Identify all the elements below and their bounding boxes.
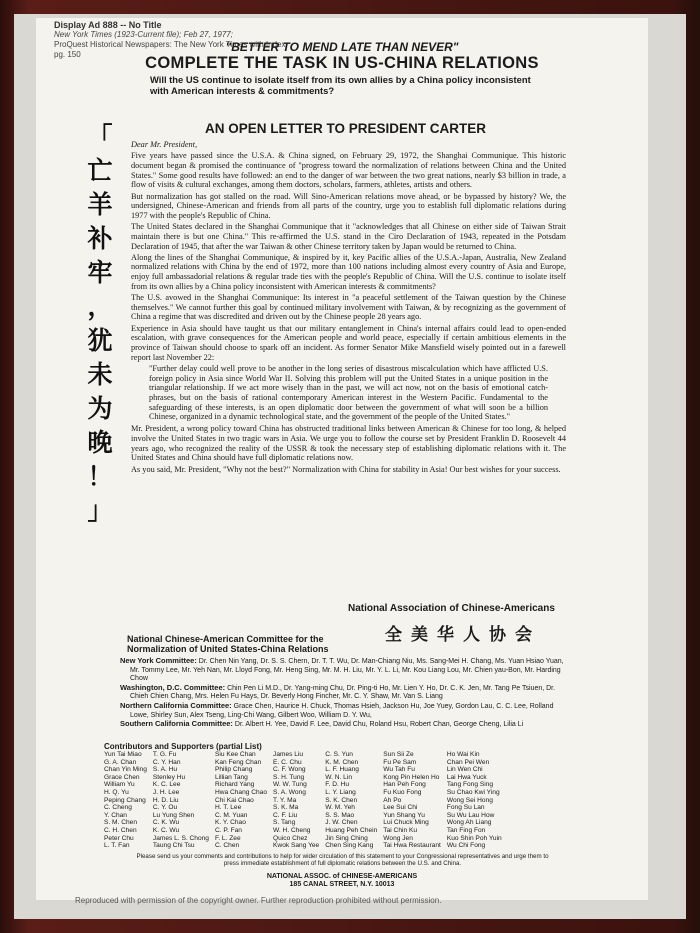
- contributor-name: K. M. Chen: [325, 758, 359, 766]
- contributor-name: L. T. Fan: [104, 842, 130, 850]
- contributor-name: Yun Shang Yu: [383, 811, 425, 819]
- proverb-char: 补: [87, 224, 113, 253]
- mansfield-quote: "Further delay could well prove to be another in the long series of disastrous miscalculation which have afflicted U.S. foreign policy in Asia since World War II. Solving this problem will put the United States in a unique position in the triangular relationship. If we act more wisely than in the past, we will act now, not on the basis of emotional catch-phrases, but on the basis of rational contemporary American interest in the Western Pacific. Fundamental to the safeguarding of these interests, is an open diplomatic door between the government of what will soon be a billion Chinese, organized in a dynamic technological state, and the government of the people of the United States.": [149, 363, 548, 422]
- paragraph: But normalization has got stalled on the road. Will Sino-American relations move ahead, or be bypassed by history? We, the undersigned, Chinese-American and friends from all parts of the country, urge you to establish full diplomatic relations during 1977 with the people's Republic of China.: [131, 191, 566, 220]
- contributor-column: [383, 751, 441, 850]
- contributor-name: T. G. Fu: [152, 751, 177, 758]
- contributor-column: [325, 751, 377, 850]
- contributor-name: K. C. Lee: [152, 781, 181, 789]
- contributor-name: James L. S. Chong: [152, 834, 209, 842]
- committee-title: National Chinese-American Committee for the Normalization of United States-China Relations: [127, 634, 329, 654]
- contributor-name: Lillian Tang: [214, 773, 248, 781]
- reproduction-notice: Reproduced with permission of the copyright owner. Further reproduction prohibited without permission.: [75, 896, 442, 905]
- proverb-char: ！: [87, 462, 113, 491]
- contributor-name: H. D. Liu: [152, 796, 179, 804]
- contributor-name: Peping Chang: [104, 796, 146, 804]
- proverb-char: 」: [87, 496, 113, 525]
- contributor-name: Kong Pin Helen Ho: [383, 773, 440, 781]
- contributor-name: S. K. Chen: [325, 796, 358, 804]
- committee-entry: Washington, D.C. Committee: Chin Pen Li M.D., Dr. Yang-ming Chu, Dr. Ping-ti Ho, Mr. Lien Y. Ho, Dr. C. K. Jen, Mr. Tang Pe Tsiuen, Dr. Chieh Chien Chang, Mrs. Helen Fu Hays, Dr. Beverly Hong Fincher, Mr. C. Y. Shaw, Mr. Van S. Liang: [120, 682, 556, 701]
- contributor-name: Siu Kee Chan: [214, 751, 256, 758]
- contributor-name: C. F. Liu: [273, 811, 298, 819]
- contributors-title: Contributors and Supporters (partial List): [104, 742, 262, 751]
- contributor-column: [273, 751, 319, 850]
- header-source: New York Times (1923-Current file); Feb 27, 1977;: [54, 30, 233, 39]
- association-chinese-name: 全美华人协会: [385, 625, 541, 645]
- contributor-name: Stenley Hu: [152, 773, 186, 781]
- contributor-name: F. D. Hu: [325, 781, 350, 789]
- committee-entry: New York Committee: Dr. Chen Nin Yang, Dr. S. S. Chern, Dr. T. T. Wu, Dr. Man-Chiang Niu, Ms. Sang-Mei H. Chang, Ms. Yuan Hsiao Yuan, Mr. Tommy Lee, Mr. Yeh Nan, Mr. Lloyd Fong, Mr. Heng Sing, Mr. M. H. Liu, Mr. Y. L. Li, Mr. Kou Liang Lou, Mr. Chien yau-Bon, Mr. Harding Chow: [120, 656, 564, 683]
- contributor-name: C. F. Wong: [273, 766, 306, 774]
- contributor-name: Han Peh Fong: [383, 781, 426, 789]
- contributor-name: Wong Sei Hong: [446, 796, 493, 804]
- contributor-name: S. A. Wong: [273, 788, 306, 796]
- contributor-name: Fu Pe Sam: [383, 758, 417, 766]
- contributor-name: Taung Chi Tsu: [152, 842, 195, 850]
- contributor-name: G. A. Chan: [104, 758, 137, 766]
- contributor-column: [215, 751, 267, 850]
- contributor-name: Ah Po: [383, 796, 402, 804]
- vertical-chinese-proverb: [80, 120, 120, 528]
- contributor-name: Wu Tah Fu: [383, 766, 415, 774]
- contributor-name: Yun Tai Miao: [104, 751, 142, 758]
- contributor-column: [104, 751, 147, 850]
- header-page: pg. 150: [54, 50, 81, 59]
- contributor-column: [153, 751, 209, 850]
- contributor-name: Su Chao Kwi Ying: [446, 788, 500, 796]
- contributor-name: C. M. Yuan: [214, 811, 248, 819]
- contributor-name: Huang Peh Chein: [325, 826, 378, 834]
- headline-main: COMPLETE THE TASK IN US-CHINA RELATIONS: [145, 54, 539, 72]
- contributor-name: W. N. Lin: [325, 773, 352, 781]
- contributor-name: S. H. Tung: [273, 773, 305, 781]
- contributor-name: Grace Chen: [104, 773, 140, 781]
- contributor-name: S. K. Ma: [273, 804, 299, 812]
- contributor-name: Fu Kuo Fong: [383, 788, 422, 796]
- contributor-name: C. S. Yun: [325, 751, 353, 758]
- contributor-name: S. S. Mao: [325, 811, 355, 819]
- contributor-name: Hwa Chang Chao: [214, 788, 268, 796]
- contributor-name: W. W. Tung: [273, 781, 307, 789]
- proverb-char: 「: [87, 122, 113, 151]
- proverb-char: 晚: [87, 428, 113, 457]
- contributor-name: William Yu: [104, 781, 135, 789]
- contributor-name: Tang Fong Sing: [446, 781, 494, 789]
- contributor-name: S. M. Chen: [104, 819, 137, 827]
- subheadline: Will the US continue to isolate itself from its own allies by a China policy inconsistent with American interests & commitments?: [150, 74, 531, 96]
- contributor-column: [447, 751, 502, 850]
- contributor-name: Lui Chuck Ming: [383, 819, 429, 827]
- contributor-name: S. Tang: [273, 819, 296, 827]
- letter-body: [131, 140, 566, 476]
- contributor-name: Richard Yang: [214, 781, 255, 789]
- contributor-name: C. Chen: [214, 842, 240, 850]
- contributor-name: Lu Yung Shen: [152, 811, 195, 819]
- contributor-name: K. C. Wu: [152, 826, 180, 834]
- contributor-name: Jin Sing Ching: [325, 834, 368, 842]
- contributor-name: L. Y. Liang: [325, 788, 356, 796]
- contributor-name: James Liu: [273, 751, 304, 758]
- committee-list: [120, 657, 570, 730]
- contributor-name: Kwok Sang Yee: [273, 842, 320, 850]
- contributor-name: Chan Pei Wen: [446, 758, 490, 766]
- contributor-name: J. W. Chen: [325, 819, 358, 827]
- paragraph: The U.S. avowed in the Shanghai Communique: Its interest in "a peaceful settlement of the Taiwan question by the Chinese themselves." We cannot further this goal by continued military involvement with Taiwan, & by recognizing as the government of China a regime that was discredited and driven out by the Chinese people 28 years ago.: [131, 293, 566, 322]
- contributor-name: Lai Hwa Yuck: [446, 773, 487, 781]
- contributor-name: Tan Fing Fon: [446, 826, 486, 834]
- proverb-char: 亡: [87, 156, 113, 185]
- proverb-char: 牢: [87, 258, 113, 287]
- paragraph: Mr. President, a wrong policy toward China has obstructed traditional links between American & Chinese for too long, & helped involve the United States in two tragic wars in Asia. We urge you to follow the course set by President Franklin D. Roosevelt 44 years ago, who recognized the reality of the USSR & took the necessary step of establishing diplomatic relations with it. The United States and China should have full diplomatic relations now.: [131, 424, 566, 463]
- contributor-name: C. Y. Han: [152, 758, 181, 766]
- paragraph: Experience in Asia should have taught us that our military entanglement in China's internal affairs could lead to open-ended escalation, with grave consequences for the American people and world peace, especially if certain ambitious elements in the province of Taiwan should choose to spark off an incident. As former Senator Mike Mansfield wisely pointed out in a farewell report last November 22:: [131, 323, 566, 362]
- proverb-char: ，: [87, 292, 113, 321]
- contributor-name: C. Y. Ou: [152, 804, 178, 812]
- contributor-name: S. A. Hu: [152, 766, 178, 774]
- header-title: Display Ad 888 -- No Title: [54, 20, 162, 30]
- contributor-name: Su Wu Lau How: [446, 811, 495, 819]
- proverb-char: 为: [87, 394, 113, 423]
- contributor-name: Chi Kai Chao: [214, 796, 254, 804]
- committee-entry: Southern California Committee: Dr. Albert H. Yee, David F. Lee, David Chu, Roland Hsu, Robert Chan, George Cheng, Lilia Li: [120, 719, 524, 729]
- contributors-columns: [104, 751, 574, 850]
- committee-entry: Northern California Committee: Grace Chen, Haurice H. Chuck, Thomas Hsieh, Jackson Hu, Joe Yuey, Gordon Lau, C. C. Lee, Rolland Lowe, Shirley Sun, Alex Tseng, Ling-Chi Wang, Gilbert Woo, William D. Y. Wu,: [120, 700, 554, 719]
- contributor-name: L. F. Huang: [325, 766, 359, 774]
- contributor-name: Wong Jen: [383, 834, 413, 842]
- paragraph: Five years have passed since the U.S.A. & China signed, on February 29, 1972, the Shanghai Communique. This historic document began & promised the continuance of "progress toward the normalization of relations between China and the United States." Some good results have followed: an end to the danger of war between the two great nations, nearly $3 billion in trade, a flow of visits & cultural exchanges, among them doctors, scholars, farmers, athletes, artists and others.: [131, 151, 566, 190]
- paragraph: The United States declared in the Shanghai Communique that it "acknowledges that all Chinese on either side of Taiwan Strait maintain there is but one China." This re-affirmed the U.S. stand in the Ciro Declaration of 1943, repeated in the Potsdam Declaration of 1945, that after the war Taiwan & other Chinese territory taken by Japan would be returned to China.: [131, 222, 566, 251]
- contributor-name: Lee Sui Chi: [383, 804, 418, 812]
- contributor-name: Lin Wen Chi: [446, 766, 483, 774]
- footnote: Please send us your comments and contributions to help for wider circulation of this statement to your Congressional representatives and urge them to press immediate establishment of full diplomatic relations between the U.S. and China.: [136, 853, 549, 868]
- contributor-name: C. Cheng: [104, 804, 132, 812]
- contributor-name: W. H. Cheng: [273, 826, 311, 834]
- contributor-name: J. H. Lee: [152, 788, 180, 796]
- contributor-name: Wong Ah Liang: [446, 819, 492, 827]
- contributor-name: Chen Sing Kang: [325, 842, 374, 850]
- header-database: ProQuest Historical Newspapers: The New York Times with Index: [54, 40, 286, 49]
- contributor-name: Sun Sii Ze: [383, 751, 414, 758]
- contributor-name: H. Q. Yu: [104, 788, 129, 796]
- contributor-name: Tai Chin Ku: [383, 826, 418, 834]
- contributor-name: C. K. Wu: [152, 819, 180, 827]
- proverb-char: 犹: [87, 326, 113, 355]
- contributor-name: E. C. Chu: [273, 758, 302, 766]
- contributor-name: Y. Chan: [104, 811, 127, 819]
- contributor-name: F. L. Zee: [214, 834, 241, 842]
- contributor-name: Ho Wai Kin: [446, 751, 480, 758]
- contributor-name: Wu Chi Fong: [446, 842, 486, 850]
- contributor-name: Kan Feng Chan: [214, 758, 262, 766]
- contributor-name: Tai Hwa Restaurant: [383, 842, 441, 850]
- contributor-name: W. M. Yeh: [325, 804, 355, 812]
- letter-title: AN OPEN LETTER TO PRESIDENT CARTER: [205, 121, 487, 136]
- proverb-char: 羊: [87, 190, 113, 219]
- association-address: NATIONAL ASSOC. of CHINESE-AMERICANS 185 CANAL STREET, N.Y. 10013: [266, 873, 418, 888]
- contributor-name: Chan Yin Ming: [104, 766, 147, 774]
- contributor-name: Quico Chez: [273, 834, 308, 842]
- contributor-name: C. P. Fan: [214, 826, 242, 834]
- contributor-name: Philip Chang: [214, 766, 253, 774]
- paragraph: As you said, Mr. President, "Why not the best?" Normalization with China for stability in Asia! Our best wishes for your success.: [131, 464, 561, 474]
- paragraph: Along the lines of the Shanghai Communique, & inspired by it, key Pacific allies of the U.S.A.-Japan, Australia, New Zealand normalized relations with China by the end of 1972, more than 100 nations including almost every country of Asia and Europe, enjoy full ambassadorial relations & regular trade ties with the people's Republic of China. Will the U.S. continue to isolate itself from its own allies by a China policy inconsistent with American interests & commitments?: [131, 252, 566, 291]
- salutation: Dear Mr. President,: [131, 140, 198, 149]
- contributor-name: Kuo Shin Poh Yuin: [446, 834, 502, 842]
- contributor-name: K. Y. Chao: [214, 819, 246, 827]
- contributor-name: Fong Su Lan: [446, 804, 485, 812]
- contributor-name: C. H. Chen: [104, 826, 137, 834]
- proverb-char: 未: [87, 360, 113, 389]
- association-signature: National Association of Chinese-Americans: [348, 603, 555, 614]
- contributor-name: T. Y. Ma: [273, 796, 297, 804]
- contributor-name: Peter Chu: [104, 834, 134, 842]
- contributor-name: H. T. Lee: [214, 804, 242, 812]
- headline-quote: "BETTER TO MEND LATE THAN NEVER": [225, 40, 459, 54]
